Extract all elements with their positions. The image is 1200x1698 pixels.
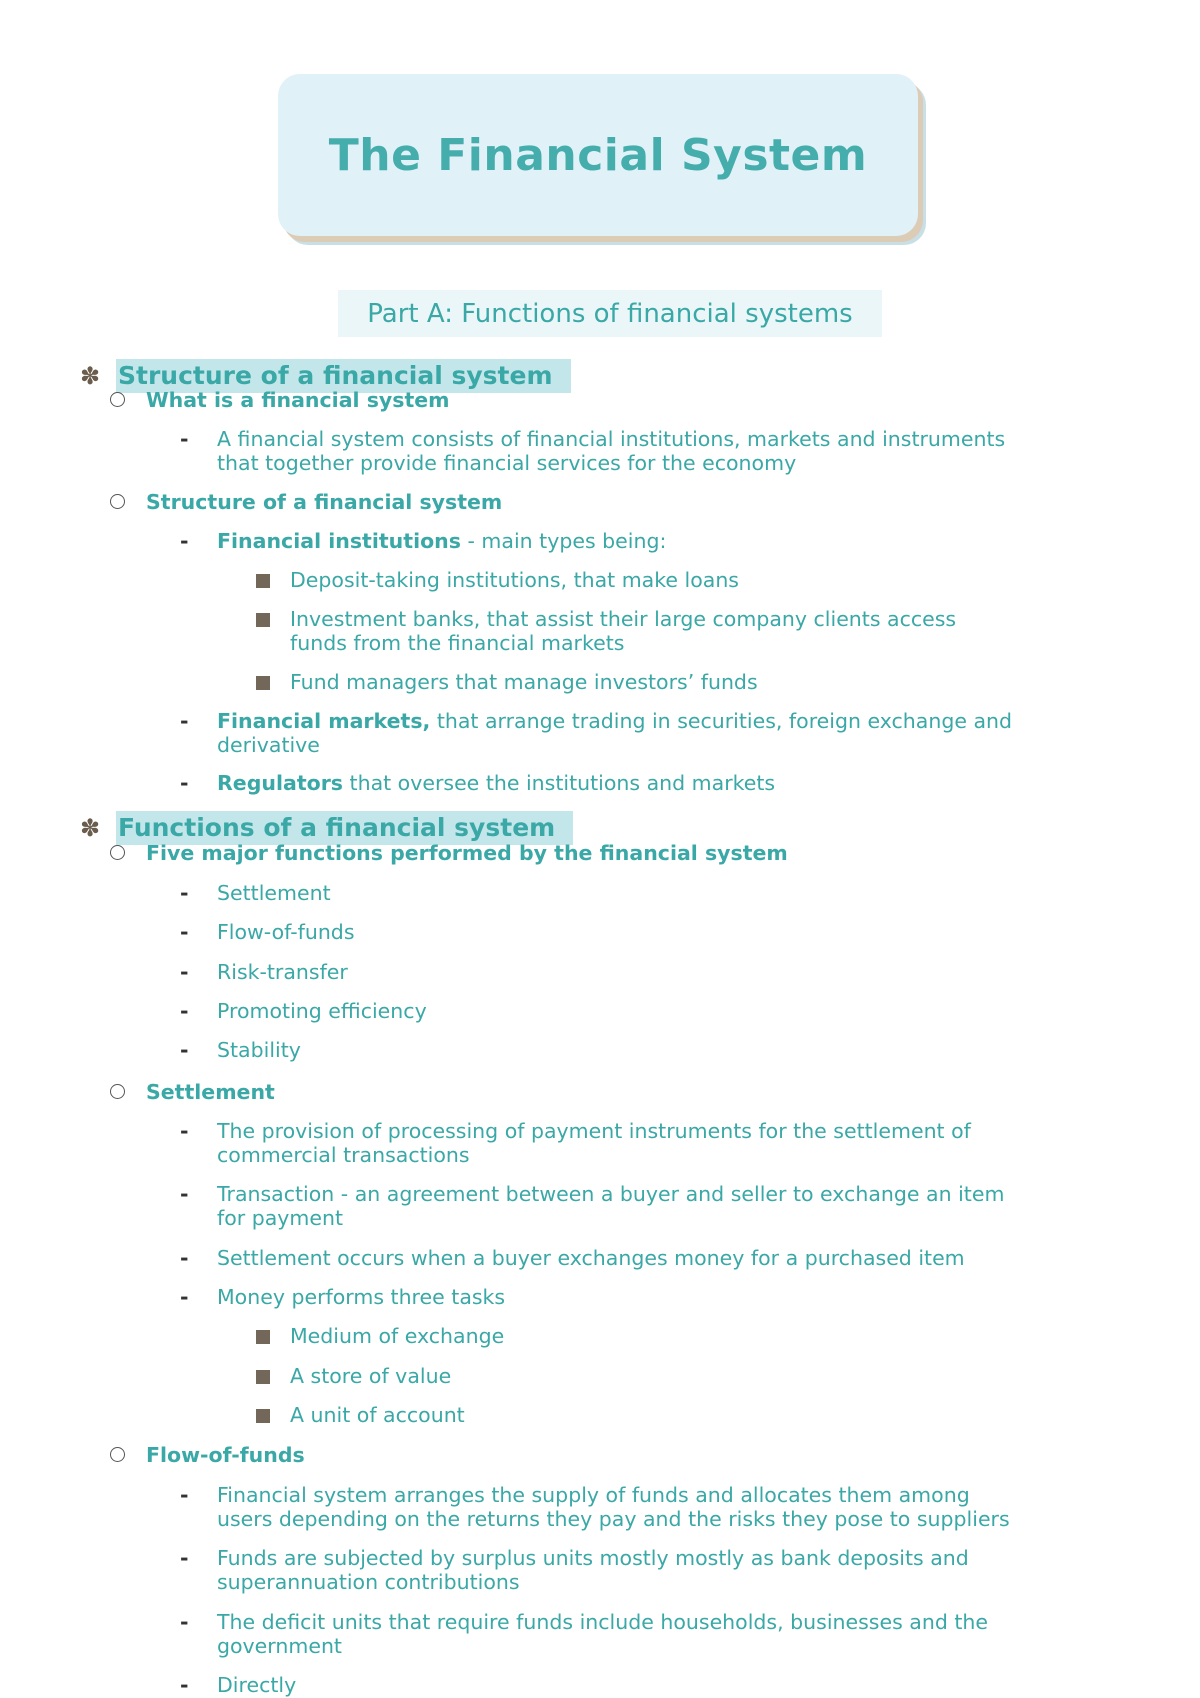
dash-bullet: - xyxy=(180,709,189,733)
list-text: The deficit units that require funds include households, businesses and the government xyxy=(217,1610,989,1658)
dash-bullet: - xyxy=(180,1610,189,1634)
list-item xyxy=(180,530,1020,554)
circle-bullet-icon xyxy=(110,845,125,860)
dash-bullet: - xyxy=(180,427,189,451)
list-text: - main types being: xyxy=(460,529,667,553)
square-bullet-icon xyxy=(256,1370,270,1384)
list-text: that arrange trading in securities, foreign exchange and derivative xyxy=(217,709,1013,757)
part-heading: Part A: Functions of financial systems xyxy=(367,298,853,329)
dash-bullet: - xyxy=(180,1182,189,1206)
list-text: Deposit-taking institutions, that make loans xyxy=(290,568,739,592)
dash-bullet: - xyxy=(180,1673,189,1697)
list-text: A unit of account xyxy=(290,1403,465,1427)
list-text: A financial system consists of financial institutions, markets and instruments that together provide financial services for the economy xyxy=(217,427,1006,475)
circle-bullet-icon xyxy=(110,494,125,509)
dash-bullet: - xyxy=(180,881,189,905)
square-bullet-icon xyxy=(256,574,270,588)
list-item xyxy=(180,428,1020,475)
list-item xyxy=(180,1547,1020,1594)
list-item xyxy=(180,882,1020,906)
term-label: Regulators xyxy=(217,771,344,795)
subheading: Flow-of-funds xyxy=(146,1443,305,1467)
list-item xyxy=(180,1000,1020,1024)
list-text: Financial system arranges the supply of funds and allocates them among users depending on the returns they pay and the risks they pose to suppliers xyxy=(217,1483,1010,1531)
title-box xyxy=(278,74,918,236)
flower-bullet-icon: ✽ xyxy=(80,814,101,842)
circle-bullet-icon xyxy=(110,1084,125,1099)
list-item xyxy=(180,1611,1020,1658)
dash-bullet: - xyxy=(180,771,189,795)
circle-bullet-icon xyxy=(110,392,125,407)
list-item xyxy=(180,1247,1020,1271)
list-item xyxy=(254,1404,994,1428)
dash-bullet: - xyxy=(180,1119,189,1143)
section-title: Functions of a financial system xyxy=(116,811,573,845)
list-text: A store of value xyxy=(290,1364,452,1388)
list-item xyxy=(180,1183,1020,1230)
document-title: The Financial System xyxy=(328,129,868,181)
list-item xyxy=(180,961,1020,985)
dash-bullet: - xyxy=(180,1546,189,1570)
list-text: Funds are subjected by surplus units mostly mostly as bank deposits and superannuation contributions xyxy=(217,1546,969,1594)
subheading: Five major functions performed by the financial system xyxy=(146,841,788,865)
list-item xyxy=(180,1484,1020,1531)
dash-bullet: - xyxy=(180,999,189,1023)
flower-bullet-icon: ✽ xyxy=(80,362,101,390)
list-item xyxy=(254,569,994,593)
list-text: Settlement occurs when a buyer exchanges money for a purchased item xyxy=(217,1246,965,1270)
list-item xyxy=(180,1120,1020,1167)
list-item xyxy=(180,1286,1020,1310)
list-text: The provision of processing of payment instruments for the settlement of commercial transactions xyxy=(217,1119,971,1167)
dash-bullet: - xyxy=(180,1483,189,1507)
subheading: Structure of a financial system xyxy=(146,490,503,514)
list-item xyxy=(180,1674,1020,1698)
square-bullet-icon xyxy=(256,613,270,627)
dash-bullet: - xyxy=(180,1038,189,1062)
dash-bullet: - xyxy=(180,920,189,944)
list-item xyxy=(180,772,1020,796)
part-heading-box xyxy=(338,290,882,337)
term-label: Financial markets, xyxy=(217,709,431,733)
list-text: Money performs three tasks xyxy=(217,1285,506,1309)
square-bullet-icon xyxy=(256,676,270,690)
list-text: Directly xyxy=(217,1673,297,1697)
list-item xyxy=(254,608,994,655)
list-item xyxy=(254,1325,994,1349)
list-text: Promoting efficiency xyxy=(217,999,427,1023)
dash-bullet: - xyxy=(180,1246,189,1270)
square-bullet-icon xyxy=(256,1409,270,1423)
list-item xyxy=(254,1365,994,1389)
subheading: What is a financial system xyxy=(146,388,450,412)
list-item xyxy=(180,710,1020,757)
list-text: Settlement xyxy=(217,881,331,905)
dash-bullet: - xyxy=(180,1285,189,1309)
list-text: Transaction - an agreement between a buyer and seller to exchange an item for payment xyxy=(217,1182,1005,1230)
list-text: Medium of exchange xyxy=(290,1324,505,1348)
list-text: Investment banks, that assist their large company clients access funds from the financial markets xyxy=(290,607,957,655)
square-bullet-icon xyxy=(256,1330,270,1344)
list-item xyxy=(180,1039,1020,1063)
list-text: Risk-transfer xyxy=(217,960,348,984)
section-title: Structure of a financial system xyxy=(116,359,571,393)
circle-bullet-icon xyxy=(110,1447,125,1462)
list-item xyxy=(180,921,1020,945)
term-label: Financial institutions xyxy=(217,529,461,553)
list-item xyxy=(254,671,994,695)
list-text: that oversee the institutions and markets xyxy=(343,771,776,795)
section-heading-functions xyxy=(80,811,573,845)
dash-bullet: - xyxy=(180,529,189,553)
list-text: Flow-of-funds xyxy=(217,920,355,944)
dash-bullet: - xyxy=(180,960,189,984)
list-text: Stability xyxy=(217,1038,301,1062)
list-text: Fund managers that manage investors’ funds xyxy=(290,670,758,694)
subheading: Settlement xyxy=(146,1080,275,1104)
